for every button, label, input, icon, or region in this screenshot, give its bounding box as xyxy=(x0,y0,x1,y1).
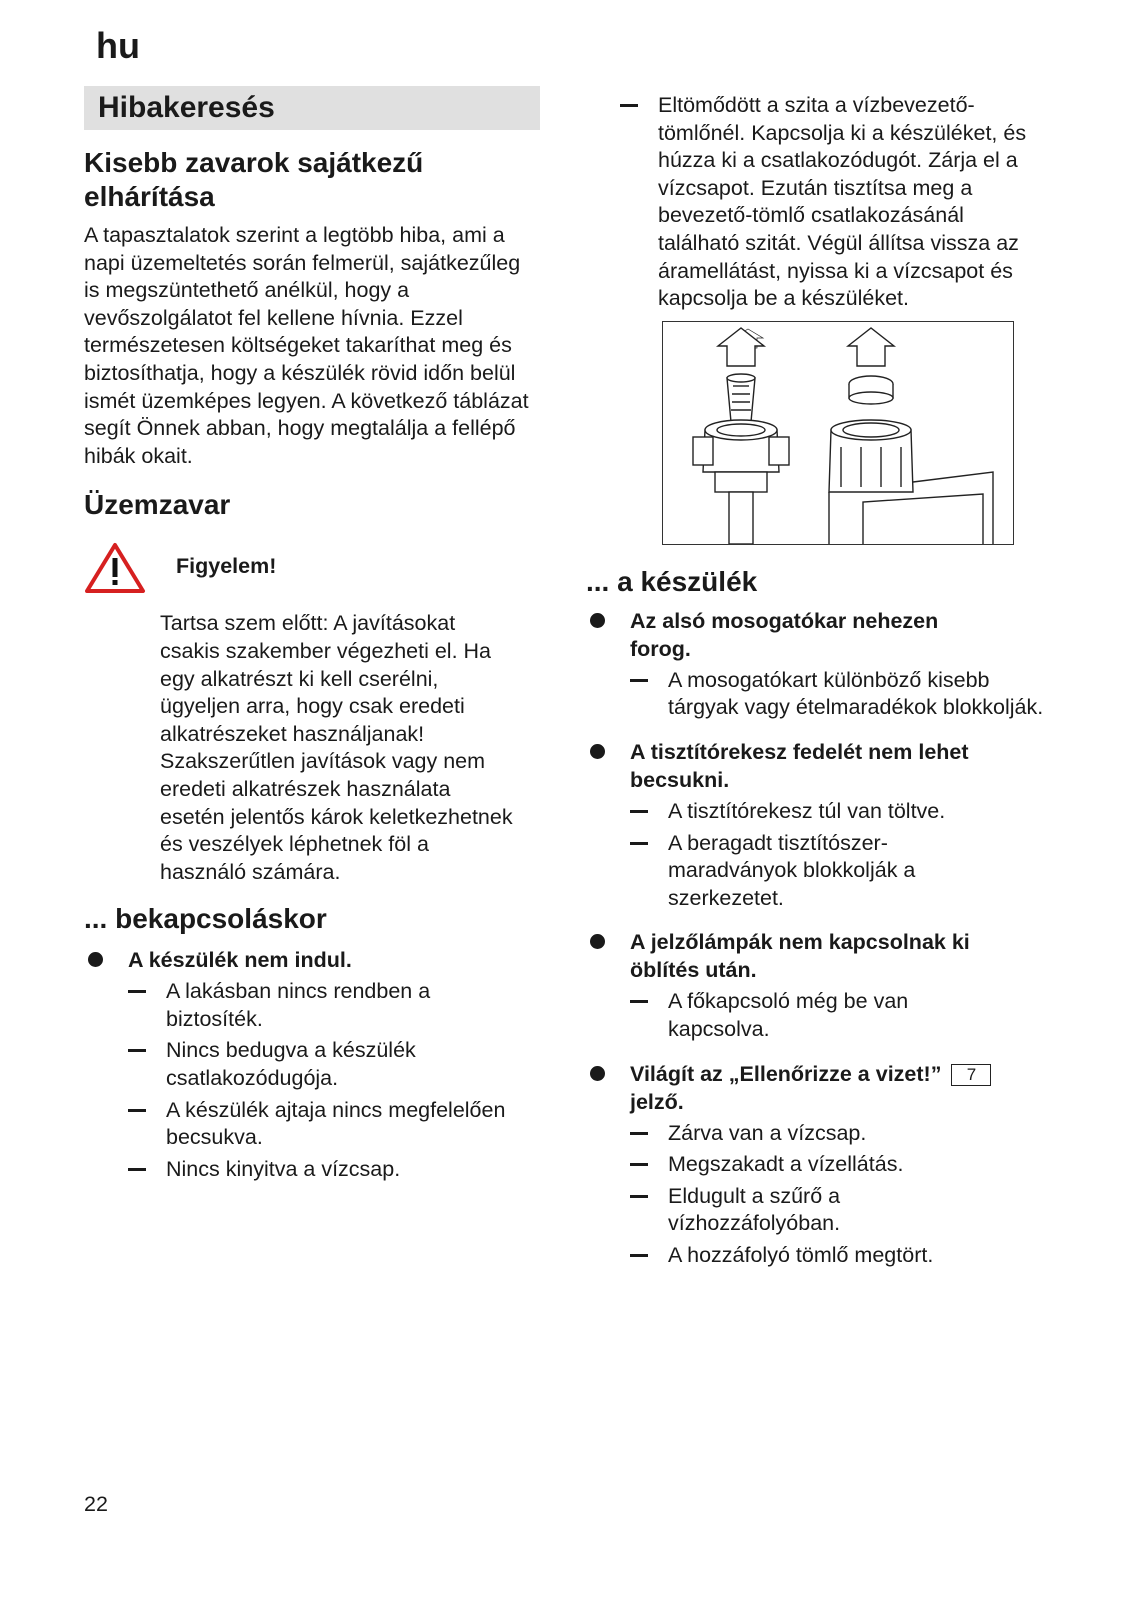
heading-appliance: ... a készülék xyxy=(586,565,758,597)
dash-icon xyxy=(630,842,648,845)
dash-text: Nincs kinyitva a vízcsap. xyxy=(166,1156,401,1181)
dash-item xyxy=(84,1097,546,1152)
dash-icon xyxy=(630,1000,648,1003)
dash-icon xyxy=(630,1254,648,1257)
bullet-dot-icon xyxy=(590,1066,605,1081)
dash-icon xyxy=(630,1163,648,1166)
bullet-item xyxy=(586,738,1040,794)
bullet-dot-icon xyxy=(590,744,605,759)
language-code: hu xyxy=(96,25,140,66)
heading-switch-on: ... bekapcsoláskor xyxy=(84,903,327,935)
dash-text: A készülék ajtaja nincs megfelelően becsukva. xyxy=(166,1097,506,1150)
bullet-item xyxy=(586,928,1000,984)
bullet-dot-icon xyxy=(590,613,605,628)
dash-item xyxy=(586,830,958,913)
dash-text: A mosogatókart különböző kisebb tárgyak vagy ételmaradékok blokkolják. xyxy=(668,667,1044,720)
bullet-text: Az alsó mosogatókar nehezen forog. xyxy=(630,608,939,661)
indicator-key-box: 7 xyxy=(951,1064,991,1086)
dash-text: A beragadt tisztítószer-maradványok blokkolják a szerkezetet. xyxy=(668,830,916,910)
dash-text: Eldugult a szűrő a vízhozzáfolyóban. xyxy=(668,1183,841,1236)
dash-item xyxy=(84,1037,466,1092)
dash-item xyxy=(586,1242,1048,1270)
warning-triangle-icon xyxy=(84,542,146,599)
warning-text: Tartsa szem előtt: A javításokat csakis szakember végezheti el. Ha egy alkatrészt ki kell cserélni, ügyeljen arra, hogy csak eredeti alkatrészeket használjanak! Szakszerűtlen javítások vagy nem eredeti alkatrészek használata esetén jelentős károk keletkezhetnek és veszélyek léphetnek föl a használó számára. xyxy=(160,611,513,884)
dash-item xyxy=(84,1156,546,1184)
filter-illustration xyxy=(662,321,1014,545)
bullet-item xyxy=(586,607,990,663)
dash-icon xyxy=(630,679,648,682)
dash-icon xyxy=(128,990,146,993)
dash-item xyxy=(586,92,1028,313)
intro-paragraph: A tapasztalatok szerint a legtöbb hiba, ami a napi üzemeltetés során felmerül, sajátkezűleg is megszüntethető anélkül, hogy a vevőszolgálatot fel kellene hívnia. Ezzel természetesen költségeket takaríthat meg és biztosíthatja, hogy a készülék rövid időn belül ismét üzemképes legyen. A következő táblázat segít Önnek abban, hogy megtalálja a fellépő hibák okait. xyxy=(84,223,529,468)
warning-title: Figyelem! xyxy=(176,554,277,579)
dash-icon xyxy=(620,104,638,107)
bullet-dot-icon xyxy=(88,952,103,967)
dash-item xyxy=(586,1183,948,1238)
dash-item xyxy=(586,1120,1048,1148)
heading-malfunction: Üzemzavar xyxy=(84,489,231,521)
dash-item xyxy=(586,798,1048,826)
dash-item xyxy=(586,988,968,1043)
dash-item xyxy=(586,1151,1048,1179)
bullet-text: A jelzőlámpák nem kapcsolnak ki öblítés után. xyxy=(630,930,970,983)
section-title: Hibakeresés xyxy=(84,86,540,130)
bullet-item xyxy=(586,1060,1050,1116)
dash-icon xyxy=(630,1195,648,1198)
heading-minor-faults: Kisebb zavarok sajátkezű elhárítása xyxy=(84,147,424,212)
bullet-text-tail: jelző. xyxy=(630,1089,684,1114)
dash-icon xyxy=(630,810,648,813)
dash-text: A tisztítórekesz túl van töltve. xyxy=(668,798,946,823)
warning-row xyxy=(84,542,540,596)
dash-icon xyxy=(128,1168,146,1171)
dash-item xyxy=(586,667,1048,722)
dash-text: A lakásban nincs rendben a biztosíték. xyxy=(166,979,431,1031)
right-column xyxy=(586,92,1046,1269)
dash-item xyxy=(84,978,466,1033)
bullet-item xyxy=(84,946,540,974)
dash-icon xyxy=(128,1049,146,1052)
dash-text: Megszakadt a vízellátás. xyxy=(668,1152,904,1177)
dash-text: A főkapcsoló még be van kapcsolva. xyxy=(668,989,909,1041)
left-column xyxy=(84,86,540,1183)
dash-text: Nincs bedugva a készülék csatlakozódugója. xyxy=(166,1038,416,1091)
bullet-text: A készülék nem indul. xyxy=(128,948,352,973)
bullet-text: Világít az „Ellenőrizze a vizet!” xyxy=(630,1061,942,1086)
dash-icon xyxy=(128,1109,146,1112)
dash-text: Eltömődött a szita a vízbevezető-tömlőnél. Kapcsolja ki a készüléket, és húzza ki a csatlakozódugót. Zárja el a vízcsapot. Ezután tisztítsa meg a bevezető-tömlő csatlakozásánál található szitát. Végül állítsa vissza az áramellátást, nyissa ki a vízcsapot és kapcsolja be a készüléket. xyxy=(658,93,1027,311)
bullet-text: A tisztítórekesz fedelét nem lehet becsukni. xyxy=(630,739,969,792)
dash-text: A hozzáfolyó tömlő megtört. xyxy=(668,1242,934,1267)
dash-text: Zárva van a vízcsap. xyxy=(668,1120,867,1145)
dash-icon xyxy=(630,1132,648,1135)
page-number: 22 xyxy=(84,1492,108,1516)
bullet-dot-icon xyxy=(590,934,605,949)
